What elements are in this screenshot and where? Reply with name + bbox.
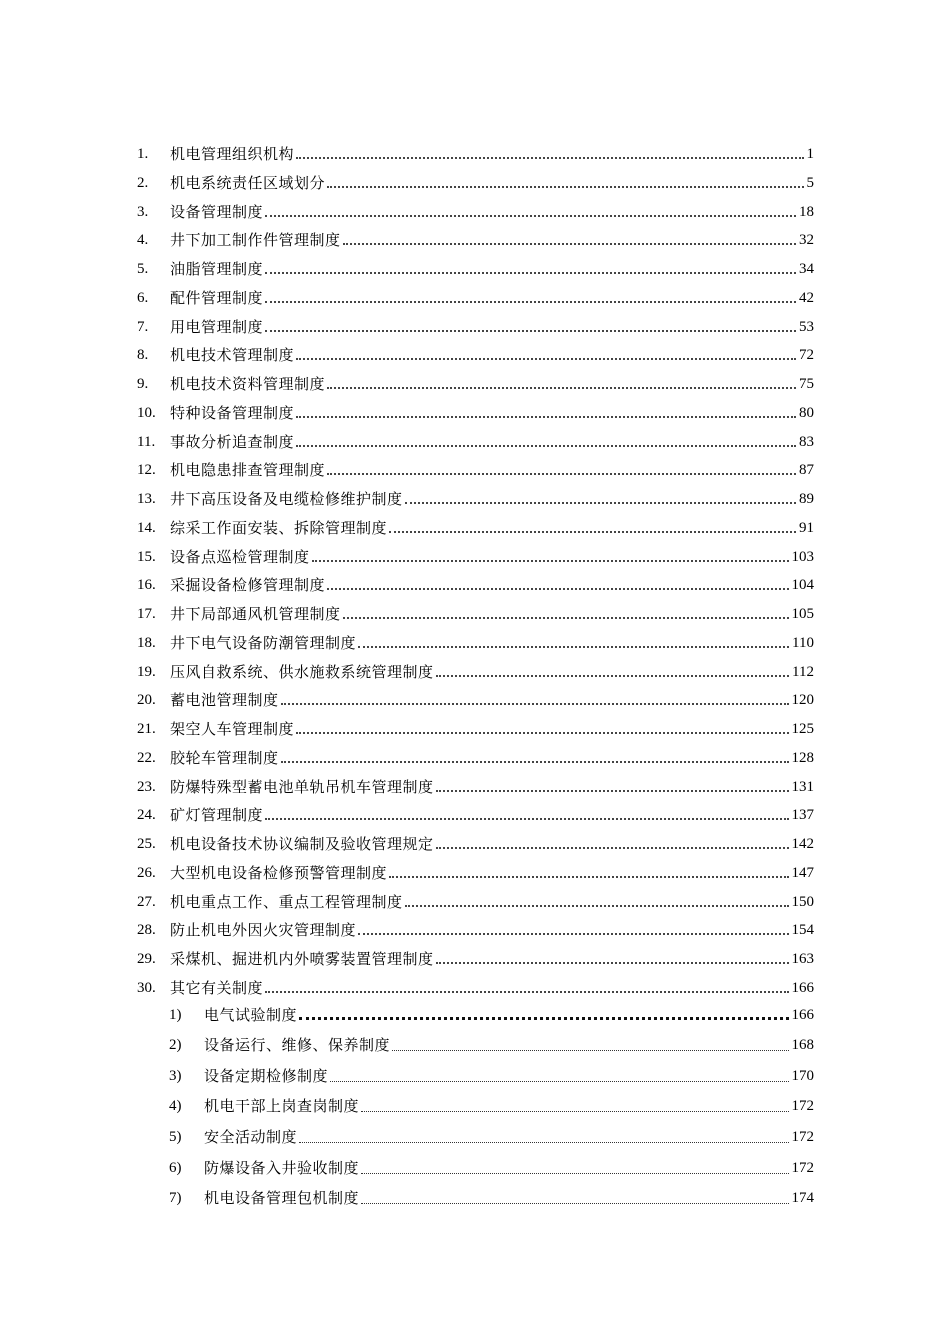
- toc-leader-dots: [330, 1081, 789, 1082]
- toc-entry-page: 112: [790, 658, 814, 686]
- toc-entry-number: 17.: [137, 606, 156, 622]
- toc-leader-dots: [436, 675, 789, 677]
- toc-entry-title: 事故分析追查制度: [170, 432, 295, 451]
- toc-entry[interactable]: [0, 888, 950, 916]
- toc-entry-title: 胶轮车管理制度: [170, 748, 279, 767]
- toc-entry-page: 103: [790, 543, 815, 571]
- toc-entry-title: 矿灯管理制度: [170, 806, 264, 825]
- toc-leader-dots: [265, 301, 796, 303]
- toc-entry[interactable]: [0, 945, 950, 973]
- toc-entry[interactable]: [0, 370, 950, 398]
- toc-leader-dots: [343, 617, 789, 619]
- toc-entry-page: 163: [790, 945, 815, 973]
- toc-entry-page: 89: [797, 485, 814, 513]
- toc-entry-number: 5.: [137, 261, 149, 277]
- toc-entry-number: 22.: [137, 749, 156, 766]
- toc-entry-page: 104: [790, 571, 815, 599]
- toc-entry-number: 24.: [137, 807, 156, 824]
- toc-entry-title: 特种设备管理制度: [170, 403, 295, 422]
- toc-sub-entry-title: 安全活动制度: [204, 1127, 298, 1146]
- toc-sub-entry[interactable]: [0, 1031, 950, 1059]
- toc-entry-page: 42: [797, 284, 814, 312]
- toc-entry-page: 1: [805, 140, 815, 168]
- toc-sub-entry-number: 3): [169, 1067, 182, 1084]
- toc-entry-page: 80: [797, 399, 814, 427]
- toc-entry[interactable]: [0, 284, 950, 312]
- toc-entry-title: 机电隐患排查管理制度: [170, 461, 326, 480]
- toc-sub-entry[interactable]: [0, 1092, 950, 1120]
- toc-entry-page: 125: [790, 715, 815, 743]
- toc-entry[interactable]: [0, 226, 950, 254]
- toc-leader-dots: [361, 1111, 789, 1112]
- toc-sub-entry-page: 168: [790, 1031, 815, 1059]
- toc-sub-entry[interactable]: [0, 1184, 950, 1212]
- toc-entry-number: 16.: [137, 577, 156, 594]
- toc-entry-page: 128: [790, 744, 815, 772]
- toc-entry-title: 采掘设备检修管理制度: [170, 576, 326, 595]
- toc-entry-title: 其它有关制度: [170, 978, 264, 997]
- toc-entry-title: 用电管理制度: [170, 317, 264, 336]
- toc-entry-title: 防止机电外因火灾管理制度: [170, 921, 357, 940]
- toc-entry-title: 井下电气设备防潮管理制度: [170, 633, 357, 652]
- toc-entry-number: 11.: [137, 433, 156, 450]
- toc-entry-number: 2.: [137, 174, 149, 191]
- toc-sub-entry-title: 机电设备管理包机制度: [204, 1189, 360, 1208]
- toc-entry-title: 机电设备技术协议编制及验收管理规定: [170, 835, 434, 853]
- toc-entry[interactable]: [0, 744, 950, 772]
- toc-entry-title: 机电技术管理制度: [170, 346, 295, 365]
- toc-leader-dots: [296, 358, 796, 360]
- toc-entry-number: 7.: [137, 318, 149, 335]
- toc-leader-dots: [436, 847, 789, 849]
- toc-entry-number: 6.: [137, 289, 149, 306]
- toc-sub-entry-number: 4): [169, 1098, 182, 1115]
- toc-sub-entry-number: 6): [169, 1159, 182, 1176]
- toc-entry[interactable]: [0, 514, 950, 542]
- toc-entry-page: 154: [790, 916, 815, 944]
- toc-entry-number: 21.: [137, 721, 156, 737]
- toc-entry-page: 83: [797, 428, 814, 456]
- toc-entry[interactable]: [0, 830, 950, 858]
- toc-leader-dots: [299, 1017, 789, 1020]
- toc-entry-title: 机电技术资料管理制度: [170, 375, 326, 393]
- toc-entry-title: 油脂管理制度: [170, 260, 264, 278]
- toc-entry-number: 10.: [137, 404, 156, 421]
- toc-entry-title: 架空人车管理制度: [170, 720, 295, 738]
- toc-entry-title: 机电重点工作、重点工程管理制度: [170, 892, 403, 911]
- toc-leader-dots: [361, 1203, 789, 1204]
- toc-sub-entry-number: 5): [169, 1128, 182, 1145]
- toc-entry-page: 75: [797, 370, 814, 398]
- toc-sub-entry-title: 设备运行、维修、保养制度: [204, 1036, 391, 1055]
- toc-entry[interactable]: [0, 341, 950, 369]
- toc-entry-number: 15.: [137, 548, 156, 565]
- toc-entry[interactable]: [0, 140, 950, 168]
- toc-entry[interactable]: [0, 428, 950, 456]
- toc-leader-dots: [265, 215, 796, 217]
- toc-sub-entry-number: 1): [169, 1006, 182, 1023]
- toc-sub-entry[interactable]: [0, 1154, 950, 1182]
- toc-entry-page: 120: [790, 686, 815, 714]
- toc-sub-entry-title: 设备定期检修制度: [204, 1066, 329, 1085]
- toc-entry[interactable]: [0, 686, 950, 714]
- toc-entry-number: 26.: [137, 864, 156, 881]
- toc-entry-title: 井下局部通风机管理制度: [170, 605, 341, 623]
- toc-entry-number: 13.: [137, 491, 156, 507]
- toc-leader-dots: [405, 502, 796, 504]
- toc-entry-title: 大型机电设备检修预警管理制度: [170, 863, 388, 882]
- toc-entry-title: 蓄电池管理制度: [170, 691, 279, 710]
- toc-leader-dots: [265, 330, 796, 332]
- toc-leader-dots: [327, 473, 796, 475]
- toc-entry-number: 19.: [137, 663, 156, 680]
- toc-entry-page: 147: [790, 859, 815, 887]
- toc-sub-entry-page: 170: [790, 1062, 815, 1090]
- toc-entry-title: 机电系统责任区域划分: [170, 173, 326, 192]
- toc-entry-number: 27.: [137, 893, 156, 910]
- toc-leader-dots: [358, 933, 789, 935]
- toc-entry[interactable]: [0, 456, 950, 484]
- toc-entry[interactable]: [0, 859, 950, 887]
- toc-leader-dots: [343, 243, 796, 245]
- toc-entry-number: 3.: [137, 203, 149, 220]
- toc-leader-dots: [389, 531, 796, 533]
- toc-sub-entry-page: 172: [790, 1123, 815, 1151]
- toc-leader-dots: [281, 703, 789, 705]
- toc-entry[interactable]: [0, 773, 950, 801]
- toc-entry-page: 32: [797, 226, 814, 254]
- toc-entry[interactable]: [0, 715, 950, 743]
- toc-entry-number: 12.: [137, 462, 156, 479]
- toc-leader-dots: [392, 1050, 789, 1051]
- toc-entry[interactable]: [0, 169, 950, 197]
- toc-sub-entry-title: 电气试验制度: [204, 1005, 298, 1024]
- toc-entry-number: 18.: [137, 634, 156, 651]
- toc-entry[interactable]: [0, 571, 950, 599]
- toc-leader-dots: [361, 1173, 789, 1174]
- toc-entry-page: 131: [790, 773, 815, 801]
- toc-leader-dots: [312, 560, 789, 562]
- toc-leader-dots: [265, 272, 796, 274]
- toc-entry-title: 防爆特殊型蓄电池单轨吊机车管理制度: [170, 777, 434, 796]
- toc-leader-dots: [327, 588, 789, 590]
- toc-entry-title: 配件管理制度: [170, 288, 264, 307]
- toc-entry-number: 29.: [137, 951, 156, 967]
- toc-sub-entry[interactable]: [0, 1001, 950, 1029]
- toc-leader-dots: [299, 1142, 789, 1143]
- toc-entry[interactable]: [0, 543, 950, 571]
- toc-entry[interactable]: [0, 313, 950, 341]
- toc-entry-number: 25.: [137, 836, 156, 852]
- toc-leader-dots: [405, 905, 789, 907]
- toc-entry-number: 4.: [137, 232, 149, 249]
- toc-leader-dots: [358, 646, 789, 648]
- toc-entry-page: 150: [790, 888, 815, 916]
- toc-entry-page: 105: [790, 600, 815, 628]
- toc-sub-entry[interactable]: [0, 1062, 950, 1090]
- toc-entry-title: 井下加工制作件管理制度: [170, 231, 341, 250]
- toc-entry[interactable]: [0, 974, 950, 1002]
- toc-leader-dots: [281, 761, 789, 763]
- toc-entry-page: 91: [797, 514, 814, 542]
- toc-sub-entry-page: 172: [790, 1092, 815, 1120]
- toc-entry[interactable]: [0, 399, 950, 427]
- toc-leader-dots: [327, 387, 796, 389]
- toc-entry-page: 137: [790, 801, 815, 829]
- toc-entry-number: 28.: [137, 922, 156, 939]
- toc-sub-entry-page: 166: [790, 1001, 815, 1029]
- toc-entry-number: 8.: [137, 347, 149, 364]
- toc-sub-entry-page: 172: [790, 1154, 815, 1182]
- toc-leader-dots: [265, 818, 789, 820]
- toc-leader-dots: [296, 416, 796, 418]
- toc-entry-page: 166: [790, 974, 815, 1002]
- toc-leader-dots: [389, 876, 789, 878]
- toc-entry-page: 18: [797, 198, 814, 226]
- toc-leader-dots: [296, 157, 804, 159]
- toc-entry[interactable]: [0, 255, 950, 283]
- toc-entry[interactable]: [0, 916, 950, 944]
- toc-entry-number: 30.: [137, 979, 156, 996]
- toc-entry-number: 14.: [137, 519, 156, 536]
- toc-sub-entry[interactable]: [0, 1123, 950, 1151]
- toc-entry-title: 设备管理制度: [170, 202, 264, 221]
- toc-entry-page: 53: [797, 313, 814, 341]
- toc-entry-title: 压风自救系统、供水施救系统管理制度: [170, 662, 434, 681]
- toc-leader-dots: [327, 186, 804, 188]
- toc-leader-dots: [436, 962, 789, 964]
- toc-entry-page: 87: [797, 456, 814, 484]
- toc-entry-title: 机电管理组织机构: [170, 145, 295, 163]
- toc-sub-entry-title: 防爆设备入井验收制度: [204, 1158, 360, 1177]
- toc-entry[interactable]: [0, 485, 950, 513]
- toc-entry[interactable]: [0, 658, 950, 686]
- toc-entry-title: 井下高压设备及电缆检修维护制度: [170, 490, 403, 508]
- toc-entry-number: 23.: [137, 778, 156, 795]
- toc-entry-page: 5: [805, 169, 815, 197]
- toc-sub-entry-number: 7): [169, 1190, 182, 1207]
- toc-leader-dots: [436, 790, 789, 792]
- toc-entry[interactable]: [0, 198, 950, 226]
- toc-entry-number: 1.: [137, 146, 149, 162]
- toc-entry-title: 设备点巡检管理制度: [170, 547, 310, 566]
- toc-entry-page: 142: [790, 830, 815, 858]
- toc-leader-dots: [296, 445, 796, 447]
- toc-leader-dots: [296, 732, 789, 734]
- toc-entry-title: 综采工作面安装、拆除管理制度: [170, 518, 388, 537]
- toc-entry[interactable]: [0, 801, 950, 829]
- toc-entry-page: 72: [797, 341, 814, 369]
- toc-entry-page: 34: [797, 255, 814, 283]
- toc-entry[interactable]: [0, 600, 950, 628]
- toc-entry-page: 110: [790, 629, 814, 657]
- toc-sub-entry-page: 174: [790, 1184, 815, 1212]
- toc-entry-number: 9.: [137, 376, 149, 392]
- toc-sub-entry-title: 机电干部上岗查岗制度: [204, 1097, 360, 1116]
- toc-leader-dots: [265, 991, 789, 993]
- toc-entry-number: 20.: [137, 692, 156, 709]
- toc-sub-entry-number: 2): [169, 1037, 182, 1054]
- toc-entry[interactable]: [0, 629, 950, 657]
- toc-entry-title: 采煤机、掘进机内外喷雾装置管理制度: [170, 950, 434, 968]
